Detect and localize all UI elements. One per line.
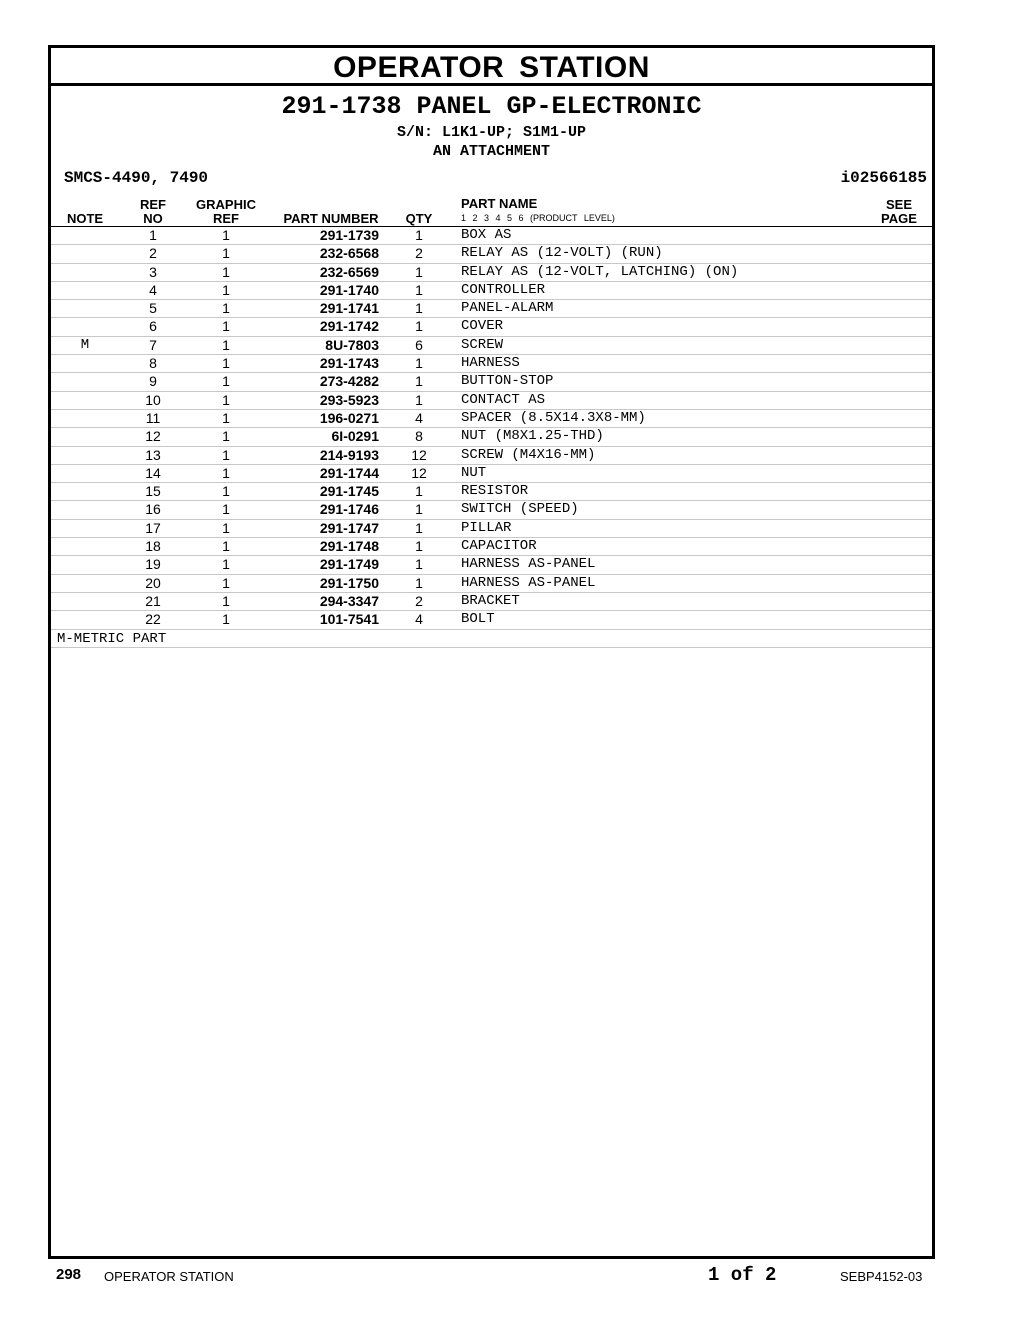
part-ref-no: 12 (145, 428, 161, 445)
table-row (51, 575, 932, 593)
part-graphic-ref: 1 (222, 574, 230, 591)
part-ref-no: 4 (149, 281, 157, 298)
illustration-id: i02566185 (840, 169, 927, 187)
part-ref-no: 21 (145, 592, 161, 609)
part-number: 291-1748 (319, 538, 379, 555)
col-header-part-name: PART NAME (461, 196, 538, 211)
part-qty: 1 (415, 556, 423, 573)
part-number: 214-9193 (319, 446, 379, 463)
attachment-label: AN ATTACHMENT (432, 143, 551, 160)
part-name: RESISTOR (461, 483, 529, 500)
part-ref-no: 22 (145, 611, 161, 628)
table-row (51, 447, 932, 465)
part-name: RELAY AS (12-VOLT, LATCHING) (ON) (461, 263, 739, 280)
footnote-row (51, 630, 932, 648)
parts-page-frame (48, 45, 935, 1259)
footer-section: OPERATOR STATION (104, 1269, 234, 1284)
part-ref-no: 2 (149, 245, 157, 262)
part-graphic-ref: 1 (222, 556, 230, 573)
part-ref-no: 16 (145, 501, 161, 518)
table-row (51, 593, 932, 611)
col-header-see-bottom: PAGE (881, 211, 917, 226)
part-ref-no: 14 (145, 464, 161, 481)
part-name: NUT (M8X1.25-THD) (461, 428, 604, 445)
col-header-ref-bottom: NO (143, 211, 163, 226)
part-graphic-ref: 1 (222, 592, 230, 609)
part-qty: 2 (415, 245, 423, 262)
part-ref-no: 19 (145, 556, 161, 573)
part-qty: 1 (415, 318, 423, 335)
part-qty: 1 (415, 519, 423, 536)
part-qty: 4 (415, 611, 423, 628)
part-graphic-ref: 1 (222, 300, 230, 317)
part-number: 291-1745 (319, 483, 379, 500)
part-graphic-ref: 1 (222, 263, 230, 280)
part-name: NUT (461, 464, 487, 481)
part-number: 196-0271 (319, 409, 379, 426)
part-graphic-ref: 1 (222, 391, 230, 408)
part-number: 291-1749 (319, 556, 379, 573)
col-header-qty: QTY (405, 211, 433, 226)
part-ref-no: 15 (145, 483, 161, 500)
part-graphic-ref: 1 (222, 409, 230, 426)
part-name: HARNESS AS-PANEL (461, 574, 596, 591)
part-ref-no: 20 (145, 574, 161, 591)
part-title: 291-1738 PANEL GP-ELECTRONIC (281, 92, 702, 121)
table-row (51, 483, 932, 501)
part-ref-no: 3 (149, 263, 157, 280)
part-ref-no: 5 (149, 300, 157, 317)
part-name: CAPACITOR (461, 538, 537, 555)
part-number: 291-1743 (319, 355, 379, 372)
part-qty: 6 (415, 336, 423, 353)
part-ref-no: 9 (149, 373, 157, 390)
part-name: SWITCH (SPEED) (461, 501, 579, 518)
col-header-graphic-top: GRAPHIC (196, 197, 256, 212)
part-ref-no: 7 (149, 336, 157, 353)
part-qty: 1 (415, 263, 423, 280)
part-note: M (80, 336, 90, 353)
part-name: BOLT (461, 611, 495, 628)
table-row (51, 264, 932, 282)
part-graphic-ref: 1 (222, 355, 230, 372)
table-row (51, 355, 932, 373)
table-row (51, 465, 932, 483)
part-name: BRACKET (461, 592, 520, 609)
table-row (51, 520, 932, 538)
part-graphic-ref: 1 (222, 428, 230, 445)
part-graphic-ref: 1 (222, 519, 230, 536)
table-row (51, 501, 932, 519)
part-graphic-ref: 1 (222, 611, 230, 628)
part-qty: 1 (415, 483, 423, 500)
part-number: 232-6568 (319, 245, 379, 262)
table-row (51, 300, 932, 318)
part-qty: 1 (415, 538, 423, 555)
part-name: HARNESS (461, 355, 520, 372)
part-ref-no: 13 (145, 446, 161, 463)
part-graphic-ref: 1 (222, 483, 230, 500)
smcs-code: SMCS-4490, 7490 (64, 169, 209, 187)
part-name: BUTTON-STOP (461, 373, 554, 390)
col-header-note: NOTE (66, 211, 104, 226)
table-row (51, 245, 932, 263)
col-header-part-number: PART NUMBER (283, 211, 379, 226)
part-qty: 12 (411, 464, 427, 481)
part-graphic-ref: 1 (222, 227, 230, 243)
part-name: SCREW (461, 336, 504, 353)
part-name: PILLAR (461, 519, 512, 536)
part-ref-no: 18 (145, 538, 161, 555)
product-level-scale: 1 2 3 4 5 6 (PRODUCT LEVEL) (461, 213, 615, 223)
table-row (51, 373, 932, 391)
part-number: 291-1746 (319, 501, 379, 518)
part-name: BOX AS (461, 227, 512, 243)
part-name: SCREW (M4X16-MM) (461, 446, 596, 463)
part-qty: 1 (415, 501, 423, 518)
part-number: 291-1747 (319, 519, 379, 536)
part-ref-no: 1 (149, 227, 157, 243)
part-graphic-ref: 1 (222, 501, 230, 518)
part-graphic-ref: 1 (222, 318, 230, 335)
col-header-ref-top: REF (140, 197, 166, 212)
part-qty: 1 (415, 300, 423, 317)
page-number: 298 (56, 1266, 82, 1283)
part-name: CONTACT AS (461, 391, 546, 408)
part-qty: 4 (415, 409, 423, 426)
part-graphic-ref: 1 (222, 446, 230, 463)
table-row (51, 392, 932, 410)
part-number: 101-7541 (319, 611, 379, 628)
part-graphic-ref: 1 (222, 464, 230, 481)
part-number: 291-1741 (319, 300, 379, 317)
part-name: CONTROLLER (461, 281, 546, 298)
table-row (51, 318, 932, 336)
part-qty: 1 (415, 574, 423, 591)
part-number: 232-6569 (319, 263, 379, 280)
part-qty: 1 (415, 391, 423, 408)
table-row (51, 282, 932, 300)
part-number: 291-1744 (319, 464, 379, 481)
part-name: PANEL-ALARM (461, 300, 554, 317)
part-qty: 12 (411, 446, 427, 463)
document-id: SEBP4152-03 (840, 1269, 923, 1284)
parts-table (51, 227, 932, 648)
serial-numbers: S/N: L1K1-UP; S1M1-UP (396, 124, 587, 141)
part-qty: 1 (415, 355, 423, 372)
part-number: 291-1742 (319, 318, 379, 335)
part-name: COVER (461, 318, 504, 335)
part-ref-no: 8 (149, 355, 157, 372)
part-graphic-ref: 1 (222, 373, 230, 390)
table-row (51, 227, 932, 245)
metric-footnote: M-METRIC PART (57, 630, 167, 647)
table-row (51, 428, 932, 446)
section-title: OPERATOR STATION (51, 48, 932, 86)
part-graphic-ref: 1 (222, 336, 230, 353)
part-ref-no: 17 (145, 519, 161, 536)
table-row (51, 611, 932, 629)
part-number: 6I-0291 (331, 428, 379, 445)
col-header-see-top: SEE (885, 197, 912, 212)
part-number: 294-3347 (319, 592, 379, 609)
part-graphic-ref: 1 (222, 538, 230, 555)
table-row (51, 556, 932, 574)
part-ref-no: 11 (145, 409, 161, 426)
page-of: 1 of 2 (708, 1264, 777, 1286)
part-ref-no: 6 (149, 318, 157, 335)
part-name: RELAY AS (12-VOLT) (RUN) (461, 245, 663, 262)
part-graphic-ref: 1 (222, 245, 230, 262)
part-number: 291-1740 (319, 281, 379, 298)
part-qty: 8 (415, 428, 423, 445)
part-qty: 1 (415, 227, 423, 243)
part-name: SPACER (8.5X14.3X8-MM) (461, 409, 646, 426)
part-qty: 2 (415, 592, 423, 609)
part-qty: 1 (415, 373, 423, 390)
part-number: 291-1750 (319, 574, 379, 591)
col-header-graphic-bottom: REF (213, 211, 239, 226)
part-number: 291-1739 (319, 227, 379, 243)
table-row (51, 337, 932, 355)
part-graphic-ref: 1 (222, 281, 230, 298)
part-ref-no: 10 (145, 391, 161, 408)
part-number: 8U-7803 (325, 336, 379, 353)
part-number: 273-4282 (319, 373, 379, 390)
part-number: 293-5923 (319, 391, 379, 408)
table-row (51, 410, 932, 428)
part-qty: 1 (415, 281, 423, 298)
table-row (51, 538, 932, 556)
part-name: HARNESS AS-PANEL (461, 556, 596, 573)
